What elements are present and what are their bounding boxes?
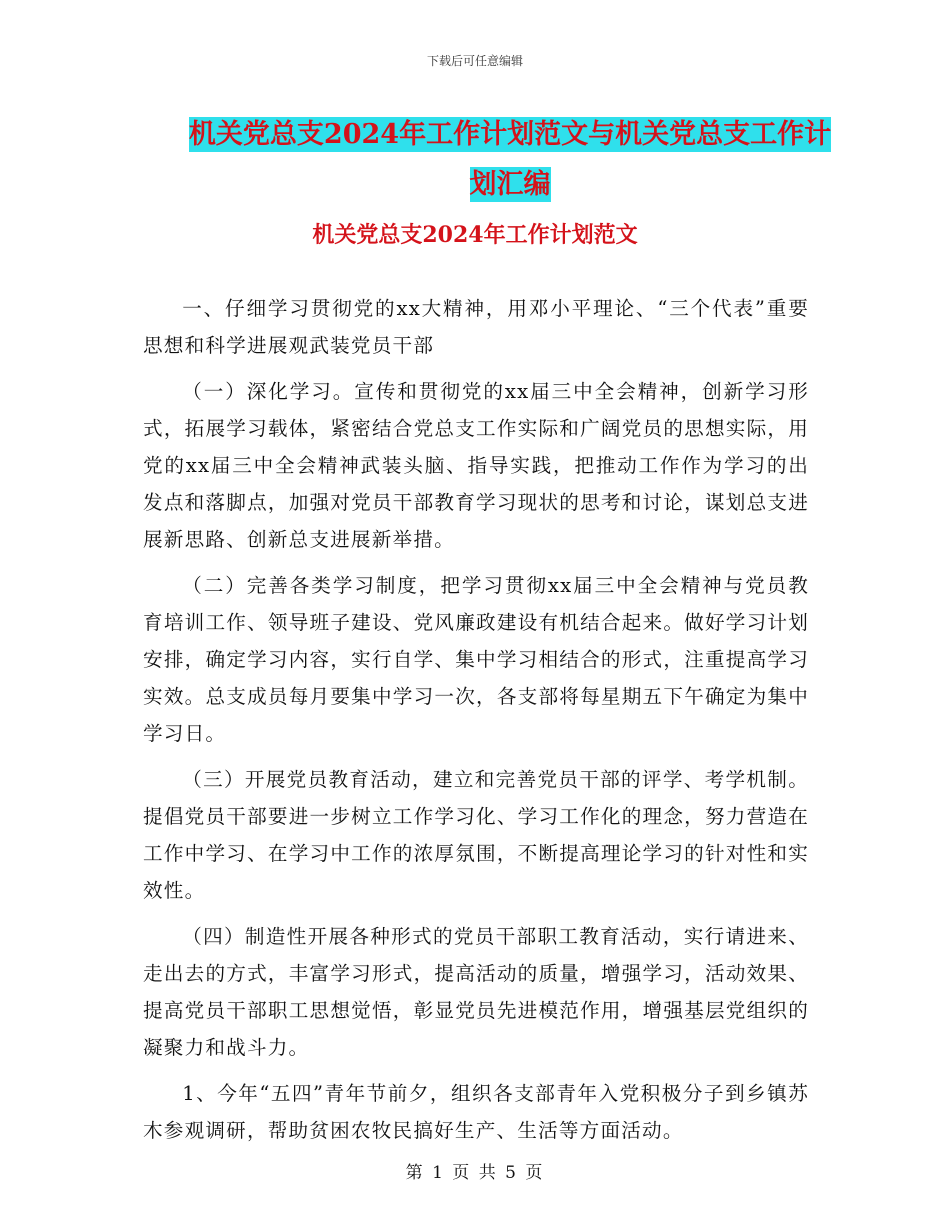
main-title-line2: 划汇编 bbox=[469, 169, 551, 200]
page-footer: 第 1 页 共 5 页 bbox=[405, 1163, 545, 1183]
document-body bbox=[143, 290, 809, 1158]
paragraph: （二）完善各类学习制度，把学习贯彻xx届三中全会精神与党员教育培训工作、领导班子建设、党风廉政建设有机结合起来。做好学习计划安排，确定学习内容，实行自学、集中学习相结合的形式，注重提高学习实效。总支成员每月要集中学习一次，各支部将每星期五下午确定为集中学习日。 bbox=[143, 574, 809, 745]
paragraph: （三）开展党员教育活动，建立和完善党员干部的评学、考学机制。提倡党员干部要进一步树立工作学习化、学习工作化的理念，努力营造在工作中学习、在学习中工作的浓厚氛围，不断提高理论学习的针对性和实效性。 bbox=[143, 768, 809, 902]
header-note: 下载后可任意编辑 bbox=[426, 54, 523, 68]
paragraph: 1、今年“五四”青年节前夕，组织各支部青年入党积极分子到乡镇苏木参观调研，帮助贫困农牧民搞好生产、生活等方面活动。 bbox=[143, 1082, 809, 1142]
paragraph: （一）深化学习。宣传和贯彻党的xx届三中全会精神，创新学习形式，拓展学习载体，紧密结合党总支工作实际和广阔党员的思想实际，用党的xx届三中全会精神武装头脑、指导实践，把推动工作作为学习的出发点和落脚点，加强对党员干部教育学习现状的思考和讨论，谋划总支进展新思路、创新总支进展新举措。 bbox=[143, 380, 809, 551]
main-title bbox=[140, 110, 880, 210]
main-title-line1: 机关党总支2024年工作计划范文与机关党总支工作计 bbox=[188, 119, 832, 150]
paragraph: 一、仔细学习贯彻党的xx大精神，用邓小平理论、“三个代表”重要思想和科学进展观武装党员干部 bbox=[143, 297, 809, 357]
paragraph: （四）制造性开展各种形式的党员干部职工教育活动，实行请进来、走出去的方式，丰富学习形式，提高活动的质量，增强学习，活动效果、提高党员干部职工思想觉悟，彰显党员先进模范作用，增强基层党组织的凝聚力和战斗力。 bbox=[143, 925, 809, 1059]
section-title: 机关党总支2024年工作计划范文 bbox=[312, 222, 638, 248]
